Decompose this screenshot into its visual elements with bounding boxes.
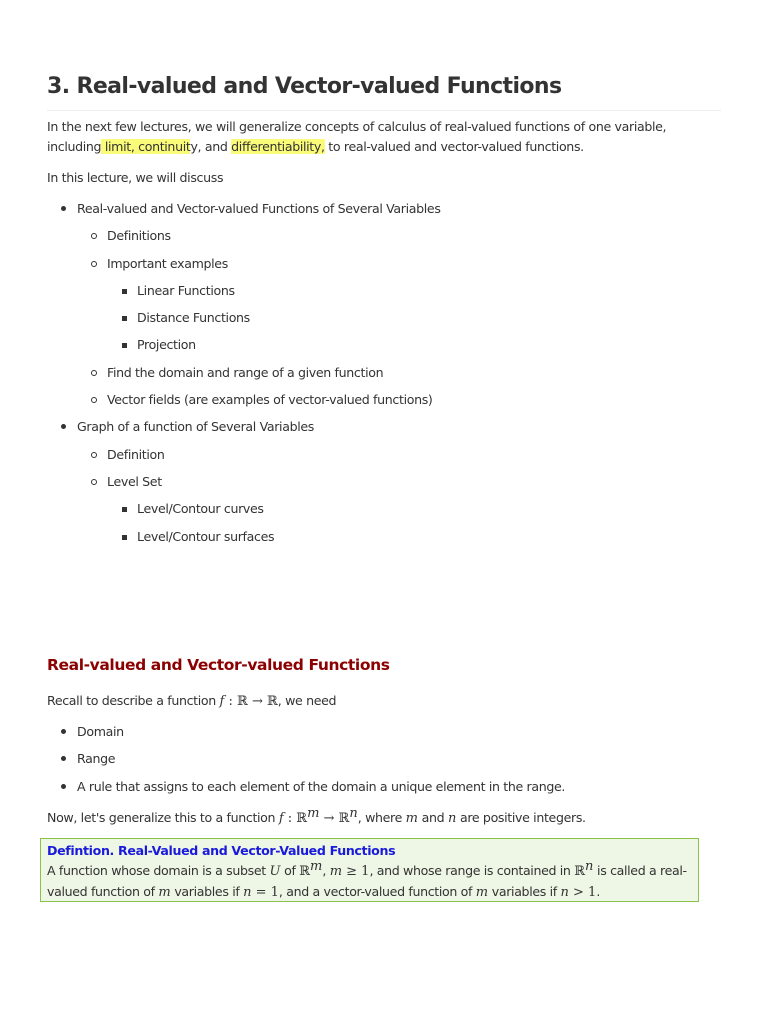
outline-item — [47, 417, 441, 444]
def-text: , — [322, 863, 330, 878]
outline-item — [47, 472, 441, 499]
generalize-and: and — [417, 810, 448, 825]
def-text: of — [280, 863, 300, 878]
intro-paragraph — [47, 117, 721, 157]
section-heading: Real-valued and Vector-valued Functions — [47, 656, 390, 674]
list-item-label: Domain — [77, 724, 124, 739]
outline-item — [47, 390, 441, 417]
disc-bullet-icon — [61, 424, 66, 429]
math-sup-n: n — [585, 858, 594, 874]
generalize-prefix: Now, let's generalize this to a function — [47, 810, 279, 825]
outline-item-label: Real-valued and Vector-valued Functions of Several Variables — [77, 201, 441, 216]
intro-text-3: to real-valued and vector-valued functions. — [324, 139, 584, 154]
math-sup-m: m — [310, 858, 323, 874]
disc-bullet-icon — [61, 756, 66, 761]
discuss-intro: In this lecture, we will discuss — [47, 170, 224, 185]
square-bullet-icon — [122, 535, 127, 540]
disc-bullet-icon — [61, 784, 66, 789]
outline-item-label: Definitions — [107, 228, 171, 244]
math-arrow-R: → ℝ — [319, 811, 350, 826]
list-item — [47, 777, 565, 804]
outline-item — [47, 499, 441, 526]
def-text: variables if — [488, 884, 561, 899]
recall-suffix: , we need — [277, 693, 337, 708]
def-text: , and a vector-valued function of — [278, 884, 476, 899]
def-text: A function whose domain is a subset — [47, 863, 270, 878]
outline-item — [47, 226, 441, 253]
outline-item — [47, 527, 441, 554]
outline-item-label: Level Set — [107, 473, 162, 489]
list-item — [47, 722, 565, 749]
outline-item-label: Vector fields (are examples of vector-valued functions) — [107, 392, 433, 408]
math-mapping: : ℝ → ℝ — [224, 694, 278, 709]
math-f: f — [278, 811, 284, 826]
math-U: U — [269, 864, 281, 879]
def-text: , and whose range is contained in — [369, 863, 575, 878]
def-text: variables if — [170, 884, 244, 899]
outline-item — [47, 308, 441, 335]
recall-prefix: Recall to describe a function — [47, 693, 220, 708]
square-bullet-icon — [122, 507, 127, 512]
square-bullet-icon — [122, 343, 127, 348]
def-text: . — [596, 884, 600, 899]
math-sup-m: m — [307, 805, 320, 821]
circle-bullet-icon — [91, 452, 97, 458]
math-R: ℝ — [299, 864, 311, 879]
math-m: m — [329, 864, 343, 879]
definition-title: Defintion. Real-Valued and Vector-Valued Functions — [47, 843, 396, 858]
math-sup-n: n — [349, 805, 358, 821]
outline-item-label: Find the domain and range of a given function — [107, 364, 384, 380]
circle-bullet-icon — [91, 261, 97, 267]
circle-bullet-icon — [91, 233, 97, 239]
outline-item-label: Level/Contour curves — [137, 501, 264, 517]
generalize-paragraph — [47, 805, 586, 829]
def-text: is called a real-valued function of — [47, 863, 687, 899]
math-eq-1: = 1 — [251, 885, 279, 900]
outline-item — [47, 254, 441, 281]
generalize-suffix: are positive integers. — [456, 810, 586, 825]
outline-item-label: Distance Functions — [137, 310, 250, 326]
outline-item — [47, 199, 441, 226]
outline-item — [47, 335, 441, 362]
math-colon-R: : ℝ — [283, 811, 308, 826]
disc-bullet-icon — [61, 206, 66, 211]
generalize-mid: , where — [357, 810, 406, 825]
list-item-label: Range — [77, 751, 116, 767]
function-needs-list — [47, 722, 565, 804]
math-R: ℝ — [574, 864, 586, 879]
outline-item-label: Linear Functions — [137, 282, 235, 298]
outline-item-label: Level/Contour surfaces — [137, 528, 275, 544]
intro-text-2: y, and — [190, 139, 232, 154]
math-n: n — [243, 885, 252, 900]
square-bullet-icon — [122, 316, 127, 321]
outline-item-label: Graph of a function of Several Variables — [77, 419, 314, 435]
outline-item — [47, 363, 441, 390]
highlight-continuity: continuit — [134, 139, 191, 154]
math-var-n: n — [447, 811, 457, 826]
math-var-m: m — [405, 811, 418, 826]
page-title: 3. Real-valued and Vector-valued Functions — [47, 72, 721, 111]
recall-paragraph — [47, 691, 336, 712]
math-m: m — [158, 885, 171, 900]
math-ge-1: ≥ 1 — [342, 864, 370, 879]
outline-item-label: Definition — [107, 446, 165, 462]
intro-text-1: In the next few lectures, we will generalize concepts of calculus of real-valued functions of one variable, including — [47, 119, 667, 154]
disc-bullet-icon — [61, 729, 66, 734]
definition-box — [40, 838, 699, 902]
circle-bullet-icon — [91, 479, 97, 485]
outline-item-label: Important examples — [107, 255, 228, 271]
math-m: m — [475, 885, 489, 900]
highlight-differentiability: differentiability, — [231, 139, 325, 154]
outline-item — [47, 281, 441, 308]
circle-bullet-icon — [91, 397, 97, 403]
lecture-outline — [47, 199, 441, 554]
outline-item-label: Projection — [137, 337, 196, 353]
highlight-limit: limit, — [101, 139, 135, 154]
math-f: f — [219, 694, 225, 709]
list-item — [47, 749, 565, 776]
outline-item — [47, 445, 441, 472]
list-item-label: A rule that assigns to each element of the domain a unique element in the range. — [77, 778, 566, 794]
circle-bullet-icon — [91, 370, 97, 376]
math-gt-1: > 1 — [568, 885, 597, 900]
math-n: n — [560, 885, 569, 900]
definition-body — [47, 858, 692, 903]
square-bullet-icon — [122, 289, 127, 294]
